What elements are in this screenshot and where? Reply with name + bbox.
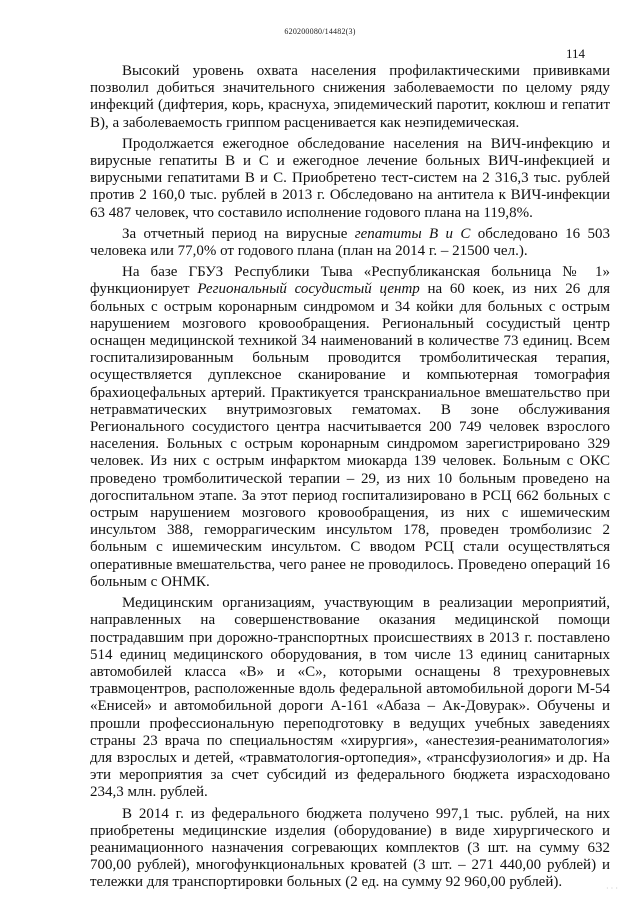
page-number: 114 [565, 46, 585, 61]
paragraph-text: Медицинским организациям, участвующим в реализации мероприятий, направленных на совершенствование оказания медицинской помощи пострадавшим при дорожно-транспортных происшествиях в 2013 г. поставлено 514 единиц медицинского оборудования, в том числе 13 единиц санитарных автомобилей класса «В» и «С», которыми оснащены 8 трехуровневых травмоцентров, расположенные вдоль федеральной автомобильной дороги М-54 «Енисей» и автомобильной дороги А-161 «Абаза – Ак-Довурак». Обучены и прошли профессиональную переподготовку в ведущих учебных заведениях страны 23 врача по специальностям «хирургия», «анестезия-реаниматология» для взрослых и детей, «травматология-ортопедия», «трансфузиология» и др. На эти мероприятия за счет субсидий из федерального бюджета израсходовано 234,3 млн. рублей. [90, 595, 610, 801]
paragraph-text: На базе ГБУЗ Республики Тыва «Республиканская больница № 1» функционирует [90, 264, 610, 298]
paragraph-text: В 2014 г. из федерального бюджета получено 997,1 тыс. рублей, на них приобретены медицинские изделия (оборудование) в виде хирургического и реанимационного назначения согревающих комплектов (3 шт. на сумму 632 700,00 рублей), многофункциональных кроватей (3 шт. – 271 440,00 рублей) и тележки для транспортировки больных (2 ед. на сумму 92 960,00 рублей). [90, 805, 610, 891]
italic-term: гепатиты В и С [354, 225, 471, 242]
paragraph-vaccination [90, 63, 610, 132]
paragraph-road-accidents [90, 595, 610, 801]
paragraph-hiv-screening [90, 136, 610, 222]
paragraph-text: на 60 коек, из них 26 для больных с острым коронарным синдромом и 34 койки для больных с острым нарушением мозгового кровообращения. Региональный сосудистый центр оснащен медицинской техникой 34 наименований в количестве 73 единиц. Всем госпитализированным больным проводится тромболитическая терапия, осуществляется дуплексное сканирование и компьютерная томография брахиоцефальных артерий. Практикуется транскраниальное вмешательство при нетравматических внутримозговых гематомах. В зоне обслуживания Регионального сосудистого центра насчитывается 200 749 человек взрослого населения. Больных с острым коронарным синдромом зарегистрировано 329 человек. Из них с острым инфарктом миокарда 139 человек. Больным с ОКС проведено тромболитической терапии – 29, из них 10 больным проведено на догоспитальном этапе. За этот период госпитализировано в РСЦ 662 больных с острым нарушением мозгового кровообращения, из них с ишемическим инсультом 388, геморрагическим инсультом 178, проведен тромболизис 2 больным с ишемическим инсультом. С вводом РСЦ стали осуществляться оперативные вмешательства, чего ранее не проводилось. Проведено операций 16 больным с ОНМК. [90, 281, 610, 590]
paragraph-text: Высокий уровень охвата населения профилактическими прививками позволил добиться значительного снижения заболеваемости по целому ряду инфекций (дифтерия, корь, краснуха, эпидемический паротит, коклюш и гепатит В), а заболеваемость гриппом расценивается как неэпидемическая. [90, 63, 610, 131]
italic-term: Региональный сосудистый центр [197, 281, 420, 298]
paragraph-text: За отчетный период на вирусные [122, 225, 355, 242]
document-body [90, 63, 610, 892]
paragraph-vascular-center [90, 264, 610, 591]
document-id: 620200080/14482(3) [284, 27, 356, 36]
paragraph-text: обследовано 16 503 человека или 77,0% от годового плана (план на 2014 г. – 21500 чел.). [90, 225, 611, 260]
paragraph-text: Продолжается ежегодное обследование населения на ВИЧ-инфекцию и вирусные гепатиты В и С и ежегодное лечение больных ВИЧ-инфекцией и вирусными гепатитами В и С. Приобретено тест-систем на 2 316,3 тыс. рублей против 2 160,0 тыс. рублей в 2013 г. Обследовано на антитела к ВИЧ-инфекции 63 487 человек, что составило исполнение годового плана на 119,8%. [90, 135, 610, 221]
paragraph-hepatitis [90, 226, 610, 260]
paragraph-federal-budget [90, 806, 610, 892]
corner-mark: · · · [606, 884, 618, 893]
